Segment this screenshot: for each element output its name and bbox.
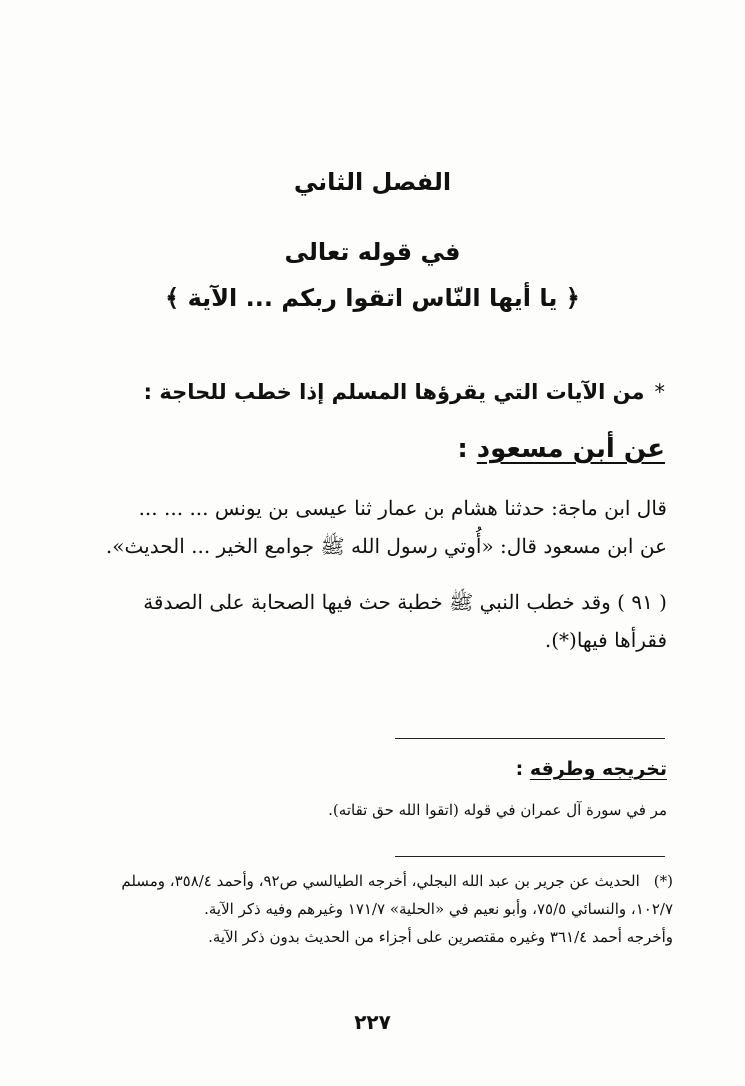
divider-rule	[395, 738, 665, 739]
footnote-line-1-text: الحديث عن جرير بن عبد الله البجلي، أخرجه الطيالسي ص٩٢، وأحمد ٣٥٨/٤، ومسلم	[121, 872, 640, 890]
narrator-colon: :	[457, 434, 477, 464]
section-heading	[144, 380, 665, 404]
body-line-3: ( ٩١ ) وقد خطب النبي ﷺ خطبة حث فيها الصحابة على الصدقة	[143, 590, 667, 614]
takhrij-heading-text: تخريجه وطرقه	[529, 758, 667, 780]
footnote-line-1	[121, 872, 673, 890]
chapter-subtitle: في قوله تعالى	[284, 238, 461, 266]
quranic-verse: ﴿ يا أيها النّاس اتقوا ربكم ... الآية ﴾	[165, 284, 580, 312]
section-heading-text: من الآيات التي يقرؤها المسلم إذا خطب للحاجة :	[143, 380, 645, 404]
takhrij-text: مر في سورة آل عمران في قوله (اتقوا الله حق تقاته).	[328, 801, 667, 819]
footnote-mark: (*)	[653, 872, 673, 890]
takhrij-colon: :	[515, 758, 530, 780]
body-line-1: قال ابن ماجة: حدثنا هشام بن عمار ثنا عيسى بن يونس ... ... ...	[138, 496, 667, 520]
asterisk-icon: *	[654, 380, 665, 404]
page-number: ٢٢٧	[354, 1010, 391, 1034]
footnote-line-2: ١٠٢/٧، والنسائي ٧٥/٥، وأبو نعيم في «الحلية» ١٧١/٧ وغيرهم وفيه ذكر الآية.	[204, 900, 673, 918]
chapter-title: الفصل الثاني	[293, 168, 452, 196]
narrator-name: عن أبن مسعود	[476, 434, 665, 464]
footnote-rule	[395, 856, 665, 857]
footnote-line-3: وأخرجه أحمد ٣٦١/٤ وغيره مقتصرين على أجزاء من الحديث بدون ذكر الآية.	[208, 928, 673, 946]
body-line-4: فقرأها فيها(*).	[544, 628, 667, 652]
body-line-2: عن ابن مسعود قال: «أُوتي رسول الله ﷺ جوامع الخير ... الحديث».	[105, 534, 667, 558]
narrator-heading	[457, 434, 665, 464]
takhrij-heading	[516, 758, 667, 780]
